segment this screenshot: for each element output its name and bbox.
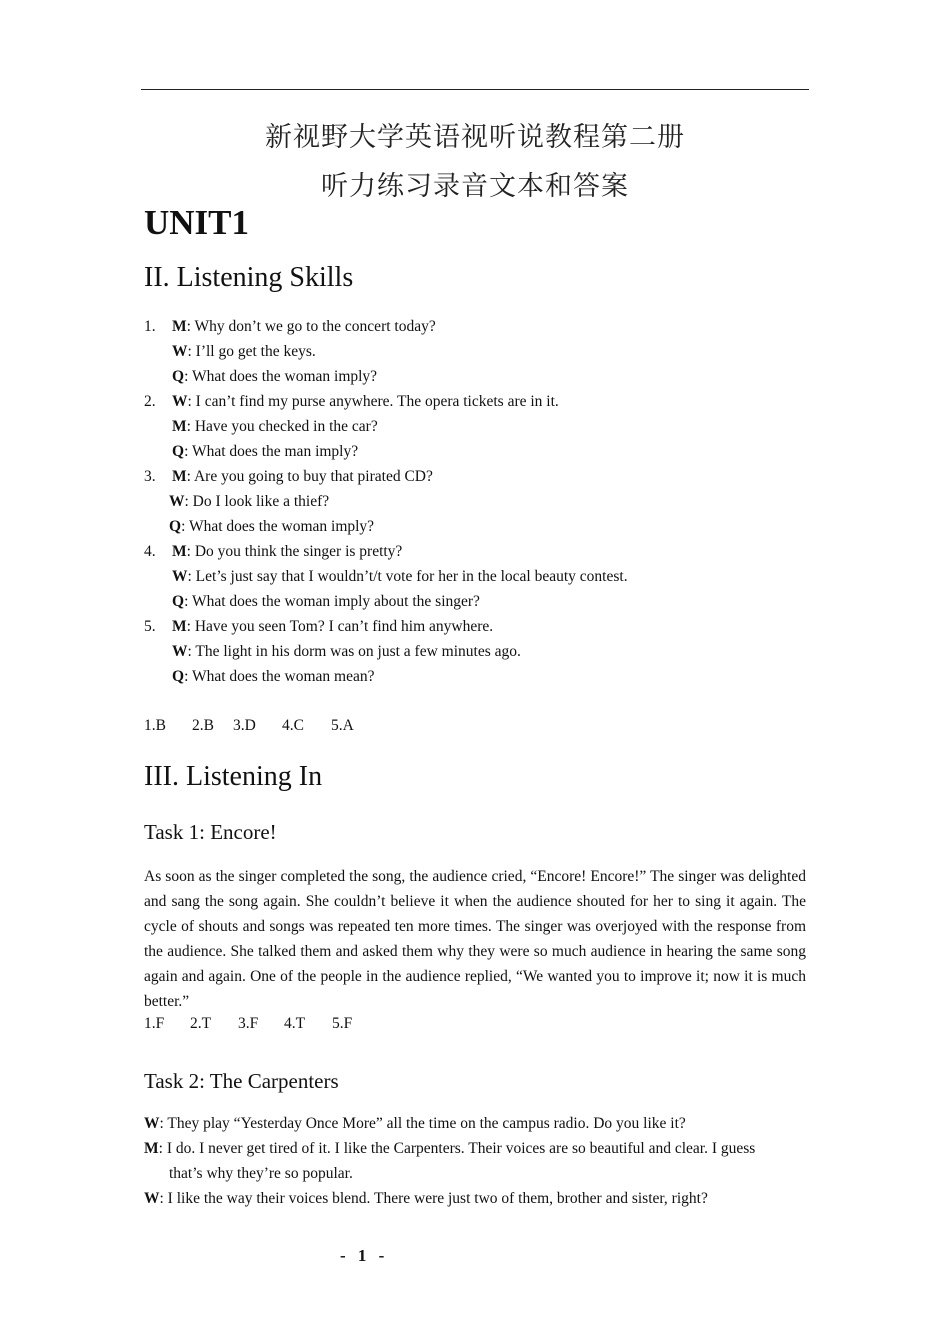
dialogue-line: M: Have you seen Tom? I can’t find him anywhere. — [172, 618, 494, 635]
unit-heading: UNIT1 — [144, 203, 250, 242]
answer-key-item: 3.F — [238, 1015, 259, 1032]
dialogue-line: W: Do I look like a thief? — [169, 493, 330, 510]
answer-key-item: 1.F — [144, 1015, 165, 1032]
item-number: 1. — [144, 318, 156, 335]
dialogue-line-continued: that’s why they’re so popular. — [169, 1165, 353, 1182]
dialogue-line: Q: What does the woman imply about the singer? — [172, 593, 480, 610]
dialogue-line: W: Let’s just say that I wouldn’t/t vote for her in the local beauty contest. — [172, 568, 628, 585]
section-heading-listening-in: III. Listening In — [144, 761, 323, 792]
header-rule — [141, 89, 809, 90]
task1-heading: Task 1: Encore! — [144, 820, 277, 844]
dialogue-line: W: The light in his dorm was on just a few minutes ago. — [172, 643, 521, 660]
answer-key-item: 5.F — [332, 1015, 353, 1032]
dialogue-line: M: I do. I never get tired of it. I like the Carpenters. Their voices are so beautiful and clear. I guess — [144, 1140, 756, 1157]
document-title: 新视野大学英语视听说教程第二册 — [265, 122, 685, 152]
section-heading-listening-skills: II. Listening Skills — [144, 262, 354, 293]
item-number: 3. — [144, 468, 156, 485]
answer-key-item: 2.T — [190, 1015, 212, 1032]
item-number: 5. — [144, 618, 156, 635]
dialogue-line: M: Are you going to buy that pirated CD? — [172, 468, 433, 485]
dialogue-line: W: I like the way their voices blend. There were just two of them, brother and sister, right? — [144, 1190, 708, 1207]
answer-key-item: 3.D — [233, 717, 256, 734]
dialogue-line: Q: What does the woman imply? — [172, 368, 378, 385]
dialogue-line: W: I can’t find my purse anywhere. The opera tickets are in it. — [172, 393, 559, 410]
task1-paragraph: As soon as the singer completed the song, the audience cried, “Encore! Encore!” The singer was delighted and sang the song again. She couldn’t believe it when the audience shouted for her to sing it again. The cycle of shouts and songs was repeated ten more times. The singer was overjoyed with the response from the audience. She talked them and asked them why they were so much audience in hearing the same song again and again. One of the people in the audience replied, “We wanted you to improve it; now it is much better.” — [144, 868, 806, 1010]
answer-key-item: 1.B — [144, 717, 166, 734]
dialogue-line: Q: What does the woman imply? — [169, 518, 375, 535]
answer-key-item: 5.A — [331, 717, 354, 734]
page-number: - 1 - — [340, 1246, 389, 1265]
dialogue-line: M: Why don’t we go to the concert today? — [172, 318, 436, 335]
item-number: 4. — [144, 543, 156, 560]
dialogue-line: Q: What does the man imply? — [172, 443, 359, 460]
dialogue-line: W: They play “Yesterday Once More” all the time on the campus radio. Do you like it? — [144, 1115, 686, 1132]
dialogue-line: M: Have you checked in the car? — [172, 418, 378, 435]
dialogue-line: M: Do you think the singer is pretty? — [172, 543, 403, 560]
item-number: 2. — [144, 393, 156, 410]
document-subtitle: 听力练习录音文本和答案 — [321, 171, 629, 201]
task2-heading: Task 2: The Carpenters — [144, 1069, 339, 1093]
dialogue-line: W: I’ll go get the keys. — [172, 343, 316, 360]
answer-key-item: 2.B — [192, 717, 214, 734]
answer-key-item: 4.C — [282, 717, 304, 734]
answer-key-item: 4.T — [284, 1015, 306, 1032]
dialogue-line: Q: What does the woman mean? — [172, 668, 375, 685]
